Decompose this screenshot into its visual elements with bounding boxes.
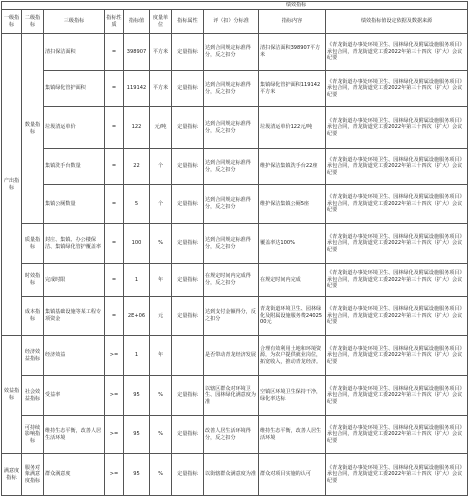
value-cell: 122 xyxy=(124,107,150,149)
table-row xyxy=(2,336,468,376)
scoring-cell: 达到支付金额得分，反之扣分 xyxy=(204,297,259,336)
content-cell: 集镇绿化管护面积119142平方米 xyxy=(259,71,326,107)
value-cell: 119142 xyxy=(124,71,150,107)
content-cell: 青龙街道环境卫生、园林绿化及附属设施服务费2402500元 xyxy=(259,297,326,336)
unit-cell: 平方米 xyxy=(150,34,172,71)
table-row xyxy=(2,416,468,454)
nature-cell: = xyxy=(105,149,124,185)
attr-cell: 定量指标 xyxy=(172,454,204,496)
value-cell: 5 xyxy=(124,185,150,224)
level3-cell: 集镇绿化管护面积 xyxy=(44,71,105,107)
header-group-row xyxy=(2,2,468,10)
level2-service: 服务对象满意度指标 xyxy=(22,454,44,496)
header-attr: 指标属性 xyxy=(172,10,204,34)
value-cell: 2E+06 xyxy=(124,297,150,336)
table-row xyxy=(2,224,468,264)
attr-cell: 定量指标 xyxy=(172,71,204,107)
table-row xyxy=(2,71,468,107)
scoring-cell: 以辖区群众对环境卫生、园林绿化满意度为准 xyxy=(204,376,259,416)
attr-cell: 定量指标 xyxy=(172,264,204,297)
table-row xyxy=(2,297,468,336)
scoring-cell: 以街辖群众满意度为准 xyxy=(204,454,259,496)
basis-cell: 《青龙街道办事处环境卫生、园林绿化及附属设施服务项目》承包合同，青龙街道党工委2022年第三十四次（扩大）会议纪要 xyxy=(326,454,468,496)
level3-cell: 集镇公厕数量 xyxy=(44,185,105,224)
value-cell: 95 xyxy=(124,376,150,416)
nature-cell: = xyxy=(105,185,124,224)
basis-cell: 《青龙街道办事处环境卫生、园林绿化及附属设施服务项目》承包合同，青龙街道党工委2022年第三十四次（扩大）会议纪要 xyxy=(326,107,468,149)
content-cell: 合理有效利用土地和环境资源，为农户提供就业岗位，拓宽收入，推动青龙经济。 xyxy=(259,336,326,376)
attr-cell: 定量指标 xyxy=(172,376,204,416)
unit-cell: 元 xyxy=(150,297,172,336)
level1-effect: 效益指标 xyxy=(2,336,22,454)
level3-cell: 垃圾清运单价 xyxy=(44,107,105,149)
table-row xyxy=(2,34,468,71)
level2-cost: 成本指标 xyxy=(22,297,44,336)
scoring-cell: 达到合同规定标准得分，反之扣分 xyxy=(204,185,259,224)
value-cell: 398907 xyxy=(124,34,150,71)
unit-cell: 年 xyxy=(150,264,172,297)
nature-cell: >= xyxy=(105,376,124,416)
content-cell: 维护保洁集镇洗手台22座 xyxy=(259,149,326,185)
content-cell: 群众对项目实施的认可 xyxy=(259,454,326,496)
attr-cell: 定量指标 xyxy=(172,297,204,336)
content-cell: 维护保洁集镇公厕5座 xyxy=(259,185,326,224)
value-cell: 95 xyxy=(124,416,150,454)
header-basis: 绩效指标值设定依据及数据来源 xyxy=(326,10,468,34)
table-row xyxy=(2,264,468,297)
scoring-cell: 改善人居生活环境得分，反之扣分 xyxy=(204,416,259,454)
attr-cell: 定量指标 xyxy=(172,34,204,71)
scoring-cell: 在规定时间内完成得分，反之扣分 xyxy=(204,264,259,297)
nature-cell: >= xyxy=(105,454,124,496)
level3-cell: 清扫保洁面积 xyxy=(44,34,105,71)
scoring-cell: 达到合同规定标准得分，反之扣分 xyxy=(204,224,259,264)
value-cell: 95 xyxy=(124,454,150,496)
level2-quality: 质量指标 xyxy=(22,224,44,264)
level1-output: 产出指标 xyxy=(2,34,22,336)
basis-cell: 《青龙街道办事处环境卫生、园林绿化及附属设施服务项目》承包合同，青龙街道党工委2022年第三十四次（扩大）会议纪要 xyxy=(326,71,468,107)
level3-cell: 完成时限 xyxy=(44,264,105,297)
table-row xyxy=(2,185,468,224)
level2-time: 时效指标 xyxy=(22,264,44,297)
level2-sustain: 可持续影响指标 xyxy=(22,416,44,454)
header-group: 绩效指标 xyxy=(2,2,468,10)
level3-cell: 集镇基础设施等某工程专项资金 xyxy=(44,297,105,336)
basis-cell: 《青龙街道办事处环境卫生、园林绿化及附属设施服务项目》承包合同，青龙街道党工委2022年第三十四次（扩大）会议纪要 xyxy=(326,376,468,416)
header-level3: 三级指标 xyxy=(44,10,105,34)
basis-cell: 《青龙街道办事处环境卫生、园林绿化及附属设施服务项目》承包合同，青龙街道党工委2022年第三十四次（扩大）会议纪要 xyxy=(326,149,468,185)
basis-cell: 《青龙街道办事处环境卫生、园林绿化及附属设施服务项目》承包合同，青龙街道党工委2022年第三十四次（扩大）会议纪要 xyxy=(326,336,468,376)
performance-indicator-table xyxy=(1,1,468,496)
value-cell: 22 xyxy=(124,149,150,185)
table-row xyxy=(2,454,468,496)
unit-cell: 个 xyxy=(150,185,172,224)
table-row xyxy=(2,376,468,416)
scoring-cell: 达到合同规定标准得分，反之扣分 xyxy=(204,71,259,107)
content-cell: 垃圾清运单价122元/吨 xyxy=(259,107,326,149)
basis-cell: 《青龙街道办事处环境卫生、园林绿化及附属设施服务项目》承包合同，青龙街道党工委2022年第三十四次（扩大）会议纪要 xyxy=(326,185,468,224)
level2-quantity: 数量指标 xyxy=(22,34,44,224)
basis-cell: 《青龙街道办事处环境卫生、园林绿化及附属设施服务项目》承包合同，青龙街道党工委2022年第三十四次（扩大）会议纪要 xyxy=(326,297,468,336)
header-level2: 二级指标 xyxy=(22,10,44,34)
nature-cell: = xyxy=(105,224,124,264)
basis-cell: 《青龙街道办事处环境卫生、园林绿化及附属设施服务项目》承包合同，青龙街道党工委2022年第三十四次（扩大）会议纪要 xyxy=(326,264,468,297)
header-value: 指标值 xyxy=(124,10,150,34)
level3-cell: 封庄、集镇、办公楼保洁、集镇绿化管护覆盖率 xyxy=(44,224,105,264)
table-row xyxy=(2,107,468,149)
unit-cell: 元/吨 xyxy=(150,107,172,149)
nature-cell: = xyxy=(105,71,124,107)
content-cell: 空镇区环境卫生保持干净，绿化率达标 xyxy=(259,376,326,416)
content-cell: 清扫保洁面积398907平方米 xyxy=(259,34,326,71)
table-row xyxy=(2,149,468,185)
content-cell: 覆盖率达100% xyxy=(259,224,326,264)
level2-social: 社会效益指标 xyxy=(22,376,44,416)
unit-cell: % xyxy=(150,376,172,416)
basis-cell: 《青龙街道办事处环境卫生、园林绿化及附属设施服务项目》承包合同，青龙街道党工委2022年第三十四次（扩大）会议纪要 xyxy=(326,224,468,264)
level3-cell: 受益率 xyxy=(44,376,105,416)
nature-cell: = xyxy=(105,264,124,297)
value-cell: 100 xyxy=(124,224,150,264)
value-cell: 1 xyxy=(124,264,150,297)
unit-cell: % xyxy=(150,454,172,496)
level2-economic: 经济效益指标 xyxy=(22,336,44,376)
unit-cell: 平方米 xyxy=(150,71,172,107)
unit-cell: 年 xyxy=(150,336,172,376)
level3-cell: 维持生态平衡，改善人居生活环境 xyxy=(44,416,105,454)
header-content: 指标内容 xyxy=(259,10,326,34)
attr-cell xyxy=(172,336,204,376)
level3-cell: 集镇洗手台数量 xyxy=(44,149,105,185)
header-scoring: 评（扣）分标准 xyxy=(204,10,259,34)
nature-cell: >= xyxy=(105,336,124,376)
attr-cell: 定量指标 xyxy=(172,149,204,185)
scoring-cell: 达到合同规定标准得分，反之扣分 xyxy=(204,34,259,71)
scoring-cell: 是否带动青龙经济发展 xyxy=(204,336,259,376)
level3-cell: 群众满意度 xyxy=(44,454,105,496)
attr-cell: 定量指标 xyxy=(172,185,204,224)
basis-cell: 《青龙街道办事处环境卫生、园林绿化及附属设施服务项目》承包合同，青龙街道党工委2022年第三十四次（扩大）会议纪要 xyxy=(326,416,468,454)
header-level1: 一级指标 xyxy=(2,10,22,34)
content-cell: 维持生态平衡，改善人居生活环境 xyxy=(259,416,326,454)
scoring-cell: 达到合同规定标准得分，反之扣分 xyxy=(204,107,259,149)
header-nature: 指标性质 xyxy=(105,10,124,34)
unit-cell: % xyxy=(150,416,172,454)
attr-cell: 定量指标 xyxy=(172,107,204,149)
level3-cell: 经济效益 xyxy=(44,336,105,376)
nature-cell: >= xyxy=(105,416,124,454)
content-cell: 在规定时间内完成 xyxy=(259,264,326,297)
scoring-cell: 达到合同规定标准得分，反之扣分 xyxy=(204,149,259,185)
nature-cell: = xyxy=(105,107,124,149)
nature-cell: = xyxy=(105,297,124,336)
attr-cell: 定量指标 xyxy=(172,224,204,264)
attr-cell: 定量指标 xyxy=(172,416,204,454)
level1-satisfaction: 满意度指标 xyxy=(2,454,22,496)
header-row xyxy=(2,10,468,34)
nature-cell: = xyxy=(105,34,124,71)
value-cell: 1 xyxy=(124,336,150,376)
unit-cell: % xyxy=(150,224,172,264)
basis-cell: 《青龙街道办事处环境卫生、园林绿化及附属设施服务项目》承包合同，青龙街道党工委2022年第三十四次（扩大）会议纪要 xyxy=(326,34,468,71)
unit-cell: 个 xyxy=(150,149,172,185)
header-unit: 度量单位 xyxy=(150,10,172,34)
